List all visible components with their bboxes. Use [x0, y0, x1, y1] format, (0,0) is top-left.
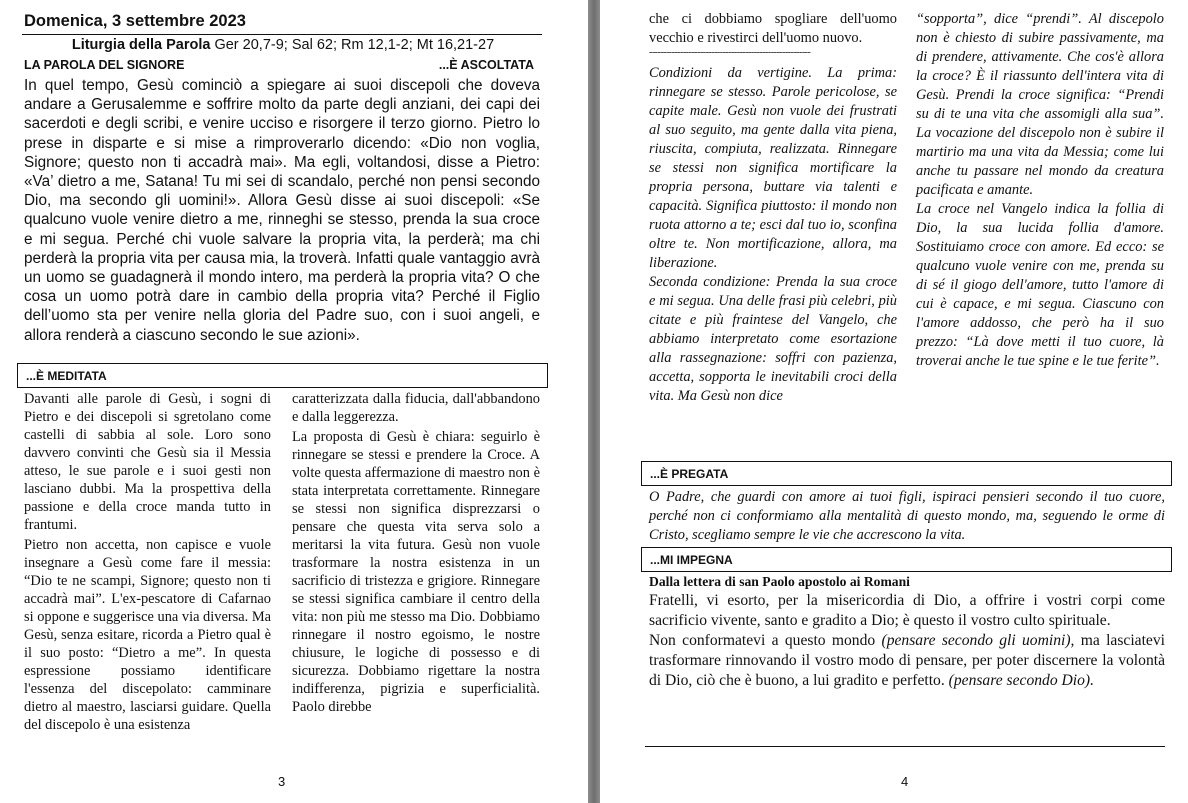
letter-title: Dalla lettera di san Paolo apostolo ai Romani — [649, 574, 910, 589]
section-meditata: ...È MEDITATA — [17, 363, 548, 388]
page-number: 4 — [901, 774, 909, 789]
page-number: 3 — [278, 774, 286, 789]
meditata-paragraph: La proposta di Gesù è chiara: seguirlo è rinnegare se stessi e prendere la Croce. A volte questa affermazione di maestro non è stata interpretata correttamente. Rinnegare se stessi non significa disprezzarsi o pensare che questa vita serva solo a meritarsi la vita futura. Gesù non vuole trasformare la nostra esistenza in un sacrificio di tristezza e grigiore. Rinnegare se stessi significa cambiare il centro della vita: non più me stesso ma Dio. Dobbiamo rinnegare il nostro egoismo, le nostre chiusure, le logiche di possesso e di sicurezza. Dobbiamo rigettare la nostra indifferenza, pigrizia e superficialità. Paolo direbbe — [292, 429, 540, 715]
meditata-column-2 — [292, 390, 540, 718]
meditata-paragraph: caratterizzata dalla fiducia, dall'abbandono e dalla leggerezza. — [292, 391, 540, 425]
page-3 — [0, 0, 588, 803]
right-column-2 — [916, 10, 1164, 371]
section-parola: LA PAROLA DEL SIGNORE — [24, 58, 185, 72]
liturgia-refs: Ger 20,7-9; Sal 62; Rm 12,1-2; Mt 16,21-27 — [210, 37, 495, 53]
section-impegna: ...MI IMPEGNA — [641, 547, 1172, 572]
gospel-text: In quel tempo, Gesù cominciò a spiegare ai suoi discepoli che doveva andare a Gerusalemme e soffrire molto da parte degli anziani, dei capi dei sacerdoti e degli scribi, e venire ucciso e risorgere il terzo giorno. Pietro lo prese in disparte e si mise a rimproverarlo dicendo: «Dio non voglia, Signore; questo non ti accadrà mai». Ma egli, voltandosi, disse a Pietro: «Va’ dietro a me, Satana! Tu mi sei di scandalo, perché non pensi secondo Dio, ma secondo gli uomini!». Allora Gesù disse ai suoi discepoli: «Se qualcuno vuole venire dietro a me, rinneghi se stesso, prenda la sua croce e mi segua. Perché chi vuole salvare la propria vita, la perderà; ma chi perderà la propria vita per causa mia, la troverà. Infatti quale vantaggio avrà un uomo se guadagnerà il mondo intero, ma perderà la propria vita? O che cosa un uomo potrà dare in cambio della propria vita? Perché il Figlio dell’uomo sta per venire nella gloria del Padre suo, con i suoi angeli, e allora renderà a ciascuno secondo le sue azioni». — [24, 77, 540, 344]
liturgia-line — [24, 37, 542, 53]
commentary-paragraph: La croce nel Vangelo indica la follia di Dio, la sua lucida follia d'amore. Sostituiamo croce con amore. Ed ecco: se qualcuno vuole venire con me, prenda su di sé il giogo dell'amore, tutto l'amore di cui è capace, e mi segua. Ciascuno con l'amore addosso, che però ha il suo prezzo: “Là dove metti il tuo cuore, là troverai anche le tue spine e le tue ferite”. — [916, 201, 1164, 369]
footer-rule — [645, 746, 1165, 747]
section-ascoltata: ...È ASCOLTATA — [438, 58, 534, 72]
section-pregata: ...È PREGATA — [641, 461, 1172, 486]
letter-text-part: Non conformatevi a questo mondo — [649, 632, 882, 649]
commentary-paragraph: Condizioni da vertigine. La prima: rinnegare se stesso. Parole pericolose, se capite male. Gesù non vuole dei frustrati al suo seguito, ma gente dalla vita piena, riuscita, compiuta, realizzata. Rinnegare se stessi non significa mortificare la propria persona, buttare via talenti e capacità. Significa piuttosto: il mondo non ruota attorno a te; esci dal tuo io, sconfina oltre te. Non mortificazione, allora, ma liberazione. — [649, 65, 897, 271]
header-rule — [22, 34, 542, 35]
letter-text — [649, 591, 1165, 691]
prayer-text: O Padre, che guardi con amore ai tuoi figli, ispiraci pensieri secondo il tuo cuore, perché non ci conformiamo alla mentalità di questo mondo, ma, seguendo le orme di Cristo, scegliamo sempre le vie che accrescono la vita. — [649, 489, 1165, 543]
meditata-paragraph: Davanti alle parole di Gesù, i sogni di Pietro e dei discepoli si sgretolano come castelli di sabbia al sole. Loro sono davvero convinti che Gesù sia il Messia atteso, le sue parole e i suoi gesti non lasciano dubbi. Ma la prospettiva della passione e della croce manda tutto in frantumi. — [24, 391, 271, 533]
letter-paragraph — [649, 631, 1165, 691]
commentary-paragraph: Seconda condizione: Prenda la sua croce e mi segua. Una delle frasi più celebri, più citate e più fraintese del Vangelo, che abbiamo interpretato come esortazione alla rassegnazione: soffri con pazienza, accetta, sopporta le inevitabili croci della vita. Ma Gesù non dice — [649, 274, 897, 404]
liturgia-title: Liturgia della Parola — [71, 37, 211, 53]
page-4 — [600, 0, 1188, 803]
letter-text-part: ma lasciatevi trasformare rinnovando il vostro modo di pensare, per poter discernere la volontà di Dio, ciò che è buono, a lui gradito e perfetto. — [649, 632, 1165, 689]
dashed-separator: --------------------------------------------------------- — [649, 48, 811, 58]
letter-paragraph: Fratelli, vi esorto, per la misericordia di Dio, a offrire i vostri corpi come sacrificio vivente, santo e gradito a Dio; è questo il vostro culto spirituale. — [649, 592, 1165, 629]
right-column-1 — [649, 10, 897, 406]
date-header: Domenica, 3 settembre 2023 — [24, 12, 246, 30]
meditata-column-1 — [24, 390, 271, 736]
letter-note: (pensare secondo Dio). — [948, 672, 1095, 689]
letter-note: (pensare secondo gli uomini), — [881, 632, 1075, 649]
page-gutter — [588, 0, 600, 803]
meditata-paragraph: Pietro non accetta, non capisce e vuole insegnare a Gesù come fare il messia: “Dio te ne scampi, Signore; questo non ti accadrà mai”. L'ex-pescatore di Cafarnao si oppone e suggerisce una via diversa. Ma Gesù, senza esitare, ricorda a Pietro qual è il suo posto: “Dietro a me”. In questa espressione possiamo identificare l'essenza del discepolato: camminare dietro al maestro, lasciarsi guidare. Quella del discepolo è una esistenza — [24, 537, 271, 733]
parola-heading-row — [24, 58, 534, 72]
commentary-paragraph: “sopporta”, dice “prendi”. Al discepolo non è chiesto di subire passivamente, ma di prendere, attivamente. Che cos'è allora la croce? È il riassunto dell'intera vita di Gesù. Prendi la croce significa: “Prendi su di te una vita che assomigli alla sua”. La vocazione del discepolo non è subire il martirio ma una vita da Messia; come lui anche tu passare nel mondo da creatura pacificata e amante. — [916, 11, 1164, 198]
column-intro: che ci dobbiamo spogliare dell'uomo vecchio e rivestirci dell'uomo nuovo. — [649, 11, 897, 46]
